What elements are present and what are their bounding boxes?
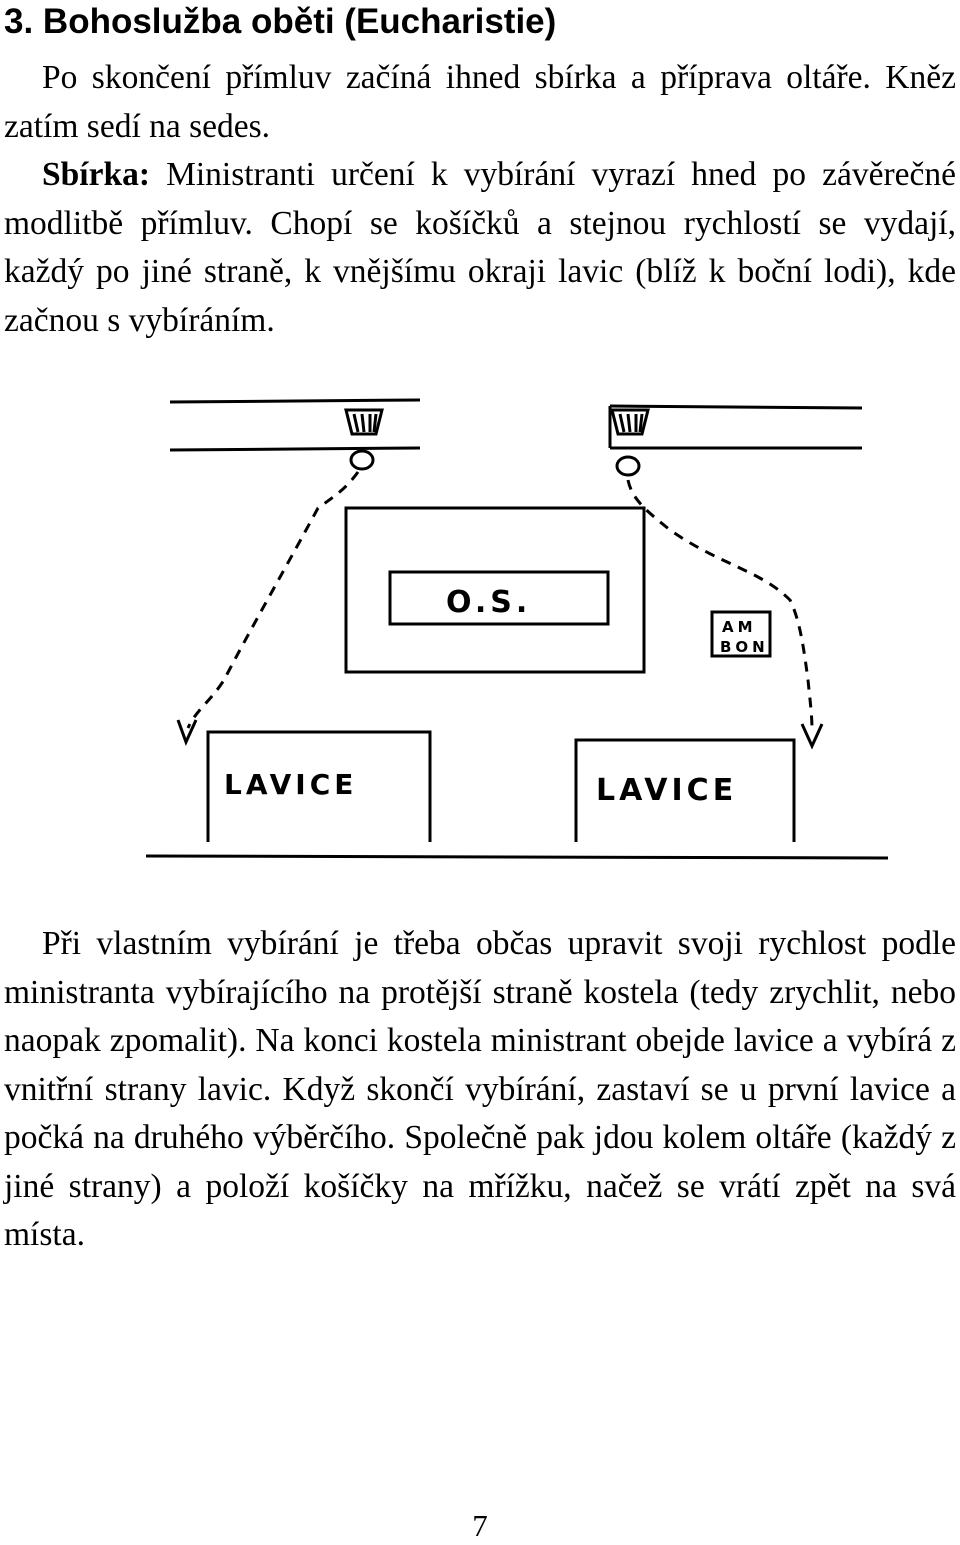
- intro-text-block: [4, 54, 956, 345]
- route-right-path: [628, 480, 812, 730]
- floor-line: [146, 856, 888, 858]
- ambo-label-line2: BON: [720, 638, 769, 656]
- route-right-arrow: [802, 724, 822, 746]
- paragraph-collection: Ministranti určení k vybírání vyrazí hned po závěrečné modlitbě přímluv. Chopí se košíčků a stejnou rychlostí se vydají, každý po jiné straně, k vnějšímu okraji lavic (blíž k boční lodi), kde začnou s vybíráním.: [4, 156, 956, 339]
- ministrant-right-icon: [617, 457, 639, 475]
- route-left-arrow: [178, 720, 196, 742]
- paragraph-intro: Po skončení přímluv začíná ihned sbírka a příprava oltáře. Kněz zatím sedí na sedes.: [4, 59, 956, 145]
- page-number: 7: [472, 1508, 488, 1543]
- diagram-svg: [140, 390, 900, 870]
- basket-right-icon: [612, 410, 648, 434]
- ministrant-left-icon: [351, 451, 373, 469]
- route-left-path: [188, 472, 358, 728]
- pew-left-label: LAVICE: [224, 768, 358, 801]
- basket-left-icon: [346, 410, 382, 434]
- chancel-rail-left: [170, 400, 420, 450]
- pew-right-label: LAVICE: [596, 773, 738, 808]
- paragraph-procedure: Při vlastním vybírání je třeba občas upravit svoji rychlost podle ministranta vybírajícího na protější straně kostela (tedy zrychlit, nebo naopak zpomalit). Na konci kostela ministrant obejde lavice a vybírá z vnitřní strany lavic. Když skončí vybírání, zastaví se u první lavice a počká na druhého výběrčího. Společně pak jdou kolem oltáře (každý z jiné strany) a položí košíčky na mřížku, načež se vrátí zpět na svá místa.: [4, 925, 956, 1253]
- collection-text-block: [4, 920, 956, 1260]
- section-heading: 3. Bohoslužba oběti (Eucharistie): [4, 2, 557, 41]
- altar-label: O.S.: [446, 585, 532, 620]
- collection-lead: Sbírka:: [42, 156, 150, 193]
- collection-route-diagram: [140, 390, 900, 870]
- ambo-label-line1: AM: [722, 618, 757, 636]
